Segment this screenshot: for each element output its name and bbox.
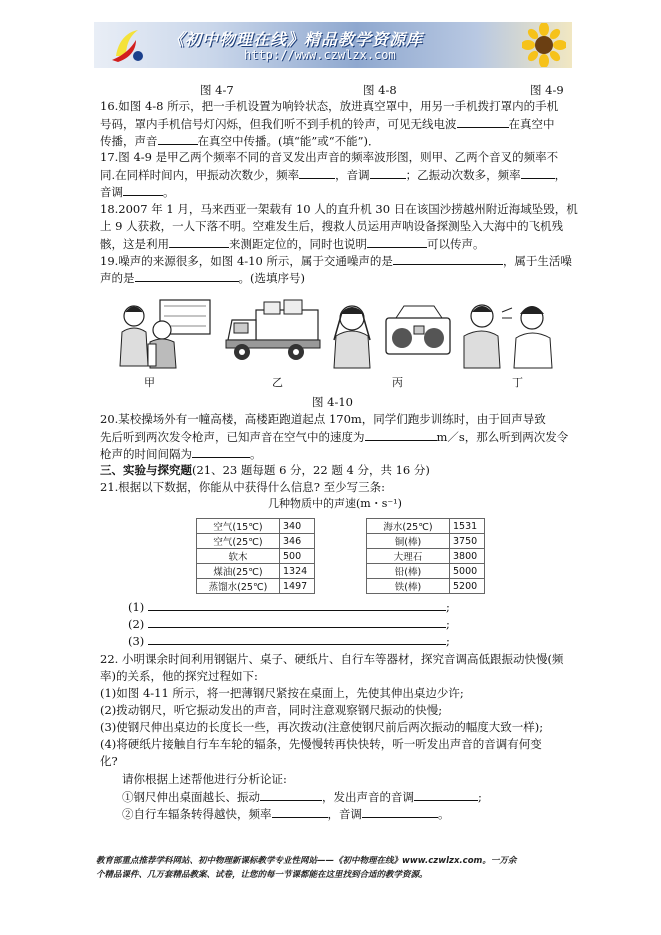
answer-blank[interactable]	[362, 805, 438, 818]
answer-blank[interactable]	[370, 166, 406, 179]
fig-caption-4-7: 图 4-7	[200, 83, 234, 97]
q22-step2: (2)拨动钢尺，听它振动发出的声音，同时注意观察钢尺振动的快慢;	[100, 703, 443, 717]
footer-line2: 个精品课件、几万套精品教案、试卷，让您的每一节课都能在这里找到合适的教学资源。	[96, 870, 428, 880]
fig-caption-4-8: 图 4-8	[363, 83, 397, 97]
fig410-label-bing: 丙	[392, 376, 403, 389]
table-row: 空气(25℃) 346	[197, 534, 315, 549]
q21-table-title: 几种物质中的声速(m・s⁻¹)	[268, 497, 402, 510]
speed-table-right	[366, 518, 485, 594]
header-banner	[94, 22, 572, 68]
answer-blank[interactable]	[272, 805, 328, 818]
q21-answer-3: (3) ;	[128, 634, 450, 648]
answer-blank[interactable]	[148, 615, 446, 628]
q22-conclusion-2: ②自行车辐条转得越快，频率 ，音调 。	[122, 807, 450, 821]
q18-line3: 骸，这是利用 来测距定位的，同时也说明 可以传声。	[100, 237, 485, 251]
table-row: 海水(25℃) 1531	[367, 519, 485, 534]
fig410-jia-picture	[112, 296, 216, 372]
table-row: 铅(棒) 5000	[367, 564, 485, 579]
answer-blank[interactable]	[414, 788, 478, 801]
q21-answer-1: (1) ;	[128, 600, 450, 614]
q20-line3: 枪声的时间间隔为 。	[100, 447, 262, 461]
q17-line1: 17.图 4-9 是甲乙两个频率不同的音叉发出声音的频率波形图，则甲、乙两个音叉的频率不	[100, 150, 559, 164]
footer-line1: 教育部重点推荐学科网站、初中物理新课标教学专业性网站——《初中物理在线》www.czwlzx.com。一万余	[96, 856, 517, 866]
answer-blank[interactable]	[521, 166, 555, 179]
site-logo-icon	[108, 26, 148, 64]
q21-answer-2: (2) ;	[128, 617, 450, 631]
site-url[interactable]: http://www.czwlzx.com	[244, 48, 396, 62]
answer-blank[interactable]	[457, 115, 509, 128]
q18-line1: 18.2007 年 1 月，马来西亚一架载有 10 人的直升机 30 日在该国沙捞越州附近海域坠毁，机	[100, 202, 578, 216]
table-row: 铁(棒) 5200	[367, 579, 485, 594]
fig410-label-ding: 丁	[512, 376, 523, 389]
fig410-label-jia: 甲	[144, 376, 155, 389]
answer-blank[interactable]	[192, 445, 250, 458]
fig410-yi-truck	[222, 296, 326, 372]
answer-blank[interactable]	[393, 252, 503, 265]
answer-blank[interactable]	[123, 183, 163, 196]
answer-blank[interactable]	[299, 166, 335, 179]
section3-heading: 三、实验与探究题(21、23 题每题 6 分，22 题 4 分，共 16 分)	[100, 463, 430, 477]
q21-line1: 21.根据以下数据，你能从中获得什么信息? 至少写三条:	[100, 480, 385, 494]
q19-line2: 声的是 。(选填序号)	[100, 271, 305, 285]
q17-line3: 音调 。	[100, 185, 175, 199]
fig-caption-4-10: 图 4-10	[312, 395, 353, 409]
table-row: 软木 500	[197, 549, 315, 564]
answer-blank[interactable]	[169, 235, 229, 248]
fig-caption-4-9: 图 4-9	[530, 83, 564, 97]
table-row: 大理石 3800	[367, 549, 485, 564]
fig410-ding-quarrel	[460, 296, 556, 372]
table-row: 蒸馏水(25℃) 1497	[197, 579, 315, 594]
answer-blank[interactable]	[135, 269, 239, 282]
q22-step4: (4)将硬纸片接触自行车车轮的辐条，先慢慢转再快快转，听一听发出声音的音调有何变	[100, 737, 542, 751]
sunflower-icon	[522, 23, 566, 67]
q22-step1: (1)如图 4-11 所示，将一把薄钢尺紧按在桌面上，先使其伸出桌边少许;	[100, 686, 464, 700]
q17-line2: 同.在同样时间内，甲振动次数少，频率 ，音调 ；乙振动次数多，频率 ，	[100, 168, 567, 182]
q22-conclusion-1: ①钢尺伸出桌面越长、振动 ，发出声音的音调 ;	[122, 790, 482, 804]
answer-blank[interactable]	[148, 632, 446, 645]
answer-blank[interactable]	[365, 428, 437, 441]
q19-line1: 19.噪声的来源很多，如图 4-10 所示，属于交通噪声的是 ，属于生活噪	[100, 254, 572, 268]
table-row: 铜(棒) 3750	[367, 534, 485, 549]
answer-blank[interactable]	[260, 788, 322, 801]
fig410-bing-radio	[330, 296, 460, 372]
page-footer	[96, 854, 570, 882]
q16-line2: 号码，罩内手机信号灯闪烁，但我们听不到手机的铃声，可见无线电波 在真空中	[100, 117, 555, 131]
table-row: 空气(15℃) 340	[197, 519, 315, 534]
site-title: 《初中物理在线》精品教学资源库	[168, 30, 424, 49]
fig410-label-yi: 乙	[272, 376, 283, 389]
q22-step3: (3)使钢尺伸出桌边的长度长一些，再次拨动(注意使钢尺前后两次振动的幅度大致一样);	[100, 720, 544, 734]
q18-line2: 上 9 人获救，一人下落不明。空难发生后，搜救人员运用声呐设备探测坠入大海中的飞机残	[100, 219, 564, 233]
q22-ask: 请你根据上述帮他进行分析论证:	[122, 772, 287, 786]
answer-blank[interactable]	[158, 132, 198, 145]
q22-step4-cont: 化?	[100, 754, 118, 768]
answer-blank[interactable]	[367, 235, 427, 248]
table-row: 煤油(25℃) 1324	[197, 564, 315, 579]
answer-blank[interactable]	[148, 598, 446, 611]
speed-table-left	[196, 518, 315, 594]
q20-line1: 20.某校操场外有一幢高楼，高楼距跑道起点 170m，同学们跑步训练时，由于回声导致	[100, 412, 546, 426]
q16-line1: 16.如图 4-8 所示，把一手机设置为响铃状态，放进真空罩中，用另一手机拨打罩内的手机	[100, 99, 559, 113]
q20-line2: 先后听到两次发令枪声，已知声音在空气中的速度为 m／s，那么听到两次发令	[100, 430, 569, 444]
q22-line1: 22. 小明课余时间利用钢锯片、桌子、硬纸片、自行车等器材，探究音调高低跟振动快慢(频	[100, 652, 564, 666]
q16-line3: 传播，声音 在真空中传播。(填“能”或“不能”)．	[100, 134, 380, 148]
q22-line2: 率)的关系，他的探究过程如下:	[100, 669, 258, 683]
